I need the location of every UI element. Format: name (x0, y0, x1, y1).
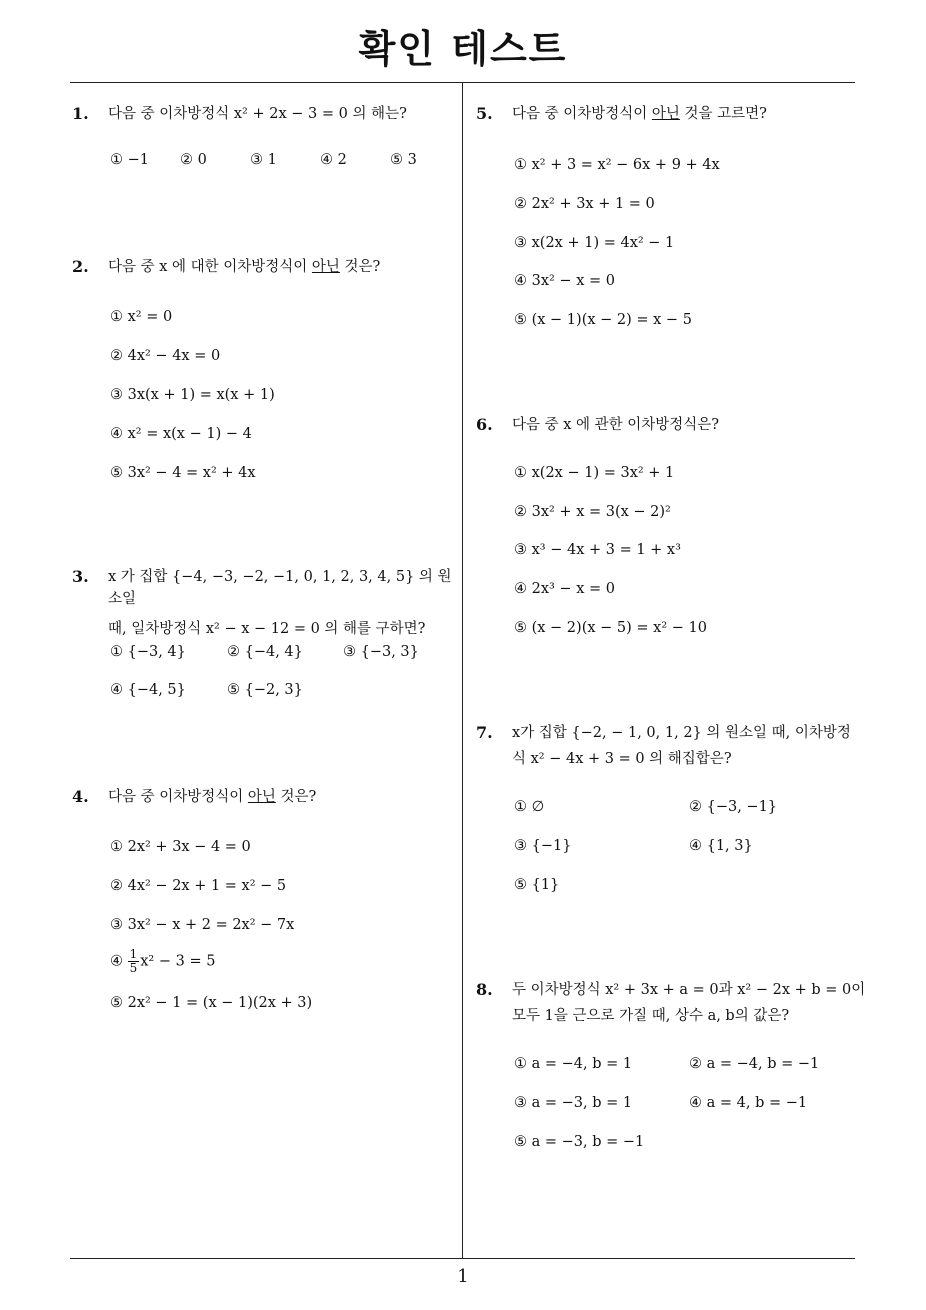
option-3[interactable]: ③ a = −3, b = 1 (514, 1095, 633, 1111)
question-stem: 두 이차방정식 x² + 3x + a = 0과 x² − 2x + b = 0이 모두 1을 근으로 가질 때, 상수 a, b의 값은? (512, 982, 866, 1024)
option-4[interactable]: ④ {1, 3} (689, 838, 753, 854)
option-4[interactable]: ④ $\frac{1}{5}$ x² − 3 = 5 (110, 947, 216, 975)
question-stem: 다음 중 x 에 대한 이차방정식이 아닌 것은? (108, 259, 381, 275)
question-6 (476, 414, 862, 436)
question-number: 2. (72, 257, 89, 276)
option-2[interactable]: ② 4x² − 4x = 0 (110, 348, 221, 364)
option-2[interactable]: ② 3x² + x = 3(x − 2)² (514, 504, 671, 520)
option-1[interactable]: ① x² + 3 = x² − 6x + 9 + 4x (514, 157, 720, 173)
question-2 (72, 256, 458, 278)
option-1[interactable]: ① {−3, 4} (110, 644, 186, 660)
option-4[interactable]: ④ x² = x(x − 1) − 4 (110, 426, 252, 442)
option-3[interactable]: ③ x³ − 4x + 3 = 1 + x³ (514, 542, 681, 558)
option-5[interactable]: ⑤ {−2, 3} (227, 682, 303, 698)
option-4[interactable]: ④ a = 4, b = −1 (689, 1095, 808, 1111)
option-1[interactable]: ① −1 (110, 152, 149, 168)
option-4[interactable]: ④ {−4, 5} (110, 682, 186, 698)
question-stem: 다음 중 x 에 관한 이차방정식은? (512, 417, 720, 433)
question-number: 5. (476, 104, 493, 123)
option-4[interactable]: ④ 2x³ − x = 0 (514, 581, 615, 597)
option-1[interactable]: ① x² = 0 (110, 309, 173, 325)
option-5[interactable]: ⑤ (x − 1)(x − 2) = x − 5 (514, 312, 692, 328)
option-2[interactable]: ② 2x² + 3x + 1 = 0 (514, 196, 655, 212)
option-1[interactable]: ① 2x² + 3x − 4 = 0 (110, 839, 251, 855)
bottom-rule (70, 1258, 855, 1259)
question-1 (72, 103, 458, 125)
question-stem: 다음 중 이차방정식이 아닌 것을 고르면? (512, 106, 767, 122)
option-2[interactable]: ② {−3, −1} (689, 799, 778, 815)
question-number: 6. (476, 415, 493, 434)
page-title: 확인 테스트 (358, 27, 568, 71)
question-number: 7. (476, 723, 493, 742)
option-3[interactable]: ③ {−1} (514, 838, 572, 854)
fraction: $\frac{1}{5}$ (129, 947, 138, 975)
option-1[interactable]: ① ∅ (514, 799, 545, 815)
option-3[interactable]: ③ 3x(x + 1) = x(x + 1) (110, 387, 275, 403)
question-7 (476, 722, 872, 770)
option-3[interactable]: ③ {−3, 3} (343, 644, 419, 660)
option-2[interactable]: ② 0 (180, 152, 207, 168)
question-4 (72, 786, 458, 808)
option-5[interactable]: ⑤ (x − 2)(x − 5) = x² − 10 (514, 620, 707, 636)
option-3[interactable]: ③ 1 (250, 152, 277, 168)
option-4[interactable]: ④ 3x² − x = 0 (514, 273, 615, 289)
question-8 (476, 979, 872, 1027)
column-divider (462, 82, 463, 1258)
question-3 (72, 566, 458, 640)
question-stem: 다음 중 이차방정식이 아닌 것은? (108, 789, 317, 805)
option-5[interactable]: ⑤ 3x² − 4 = x² + 4x (110, 465, 256, 481)
option-1[interactable]: ① a = −4, b = 1 (514, 1056, 633, 1072)
option-4[interactable]: ④ 2 (320, 152, 347, 168)
question-number: 1. (72, 104, 89, 123)
question-stem: x 가 집합 {−4, −3, −2, −1, 0, 1, 2, 3, 4, 5} 의 원소일 때, 일차방정식 x² − x − 12 = 0 의 해를 구하면? (108, 569, 452, 637)
option-2[interactable]: ② a = −4, b = −1 (689, 1056, 820, 1072)
option-5[interactable]: ⑤ {1} (514, 877, 560, 893)
page-number: 1 (457, 1266, 469, 1287)
option-5[interactable]: ⑤ 2x² − 1 = (x − 1)(2x + 3) (110, 995, 313, 1011)
option-3[interactable]: ③ 3x² − x + 2 = 2x² − 7x (110, 917, 295, 933)
option-5[interactable]: ⑤ 3 (390, 152, 417, 168)
question-stem: 다음 중 이차방정식 x² + 2x − 3 = 0 의 해는? (108, 106, 407, 122)
question-number: 3. (72, 567, 89, 586)
option-3[interactable]: ③ x(2x + 1) = 4x² − 1 (514, 235, 675, 251)
question-5 (476, 103, 862, 125)
option-2[interactable]: ② 4x² − 2x + 1 = x² − 5 (110, 878, 287, 894)
option-5[interactable]: ⑤ a = −3, b = −1 (514, 1134, 645, 1150)
option-1[interactable]: ① x(2x − 1) = 3x² + 1 (514, 465, 675, 481)
option-2[interactable]: ② {−4, 4} (227, 644, 303, 660)
question-number: 8. (476, 980, 493, 999)
question-number: 4. (72, 787, 89, 806)
question-stem: x가 집합 {−2, − 1, 0, 1, 2} 의 원소일 때, 이차방정 식 x² − 4x + 3 = 0 의 해집합은? (512, 725, 851, 767)
